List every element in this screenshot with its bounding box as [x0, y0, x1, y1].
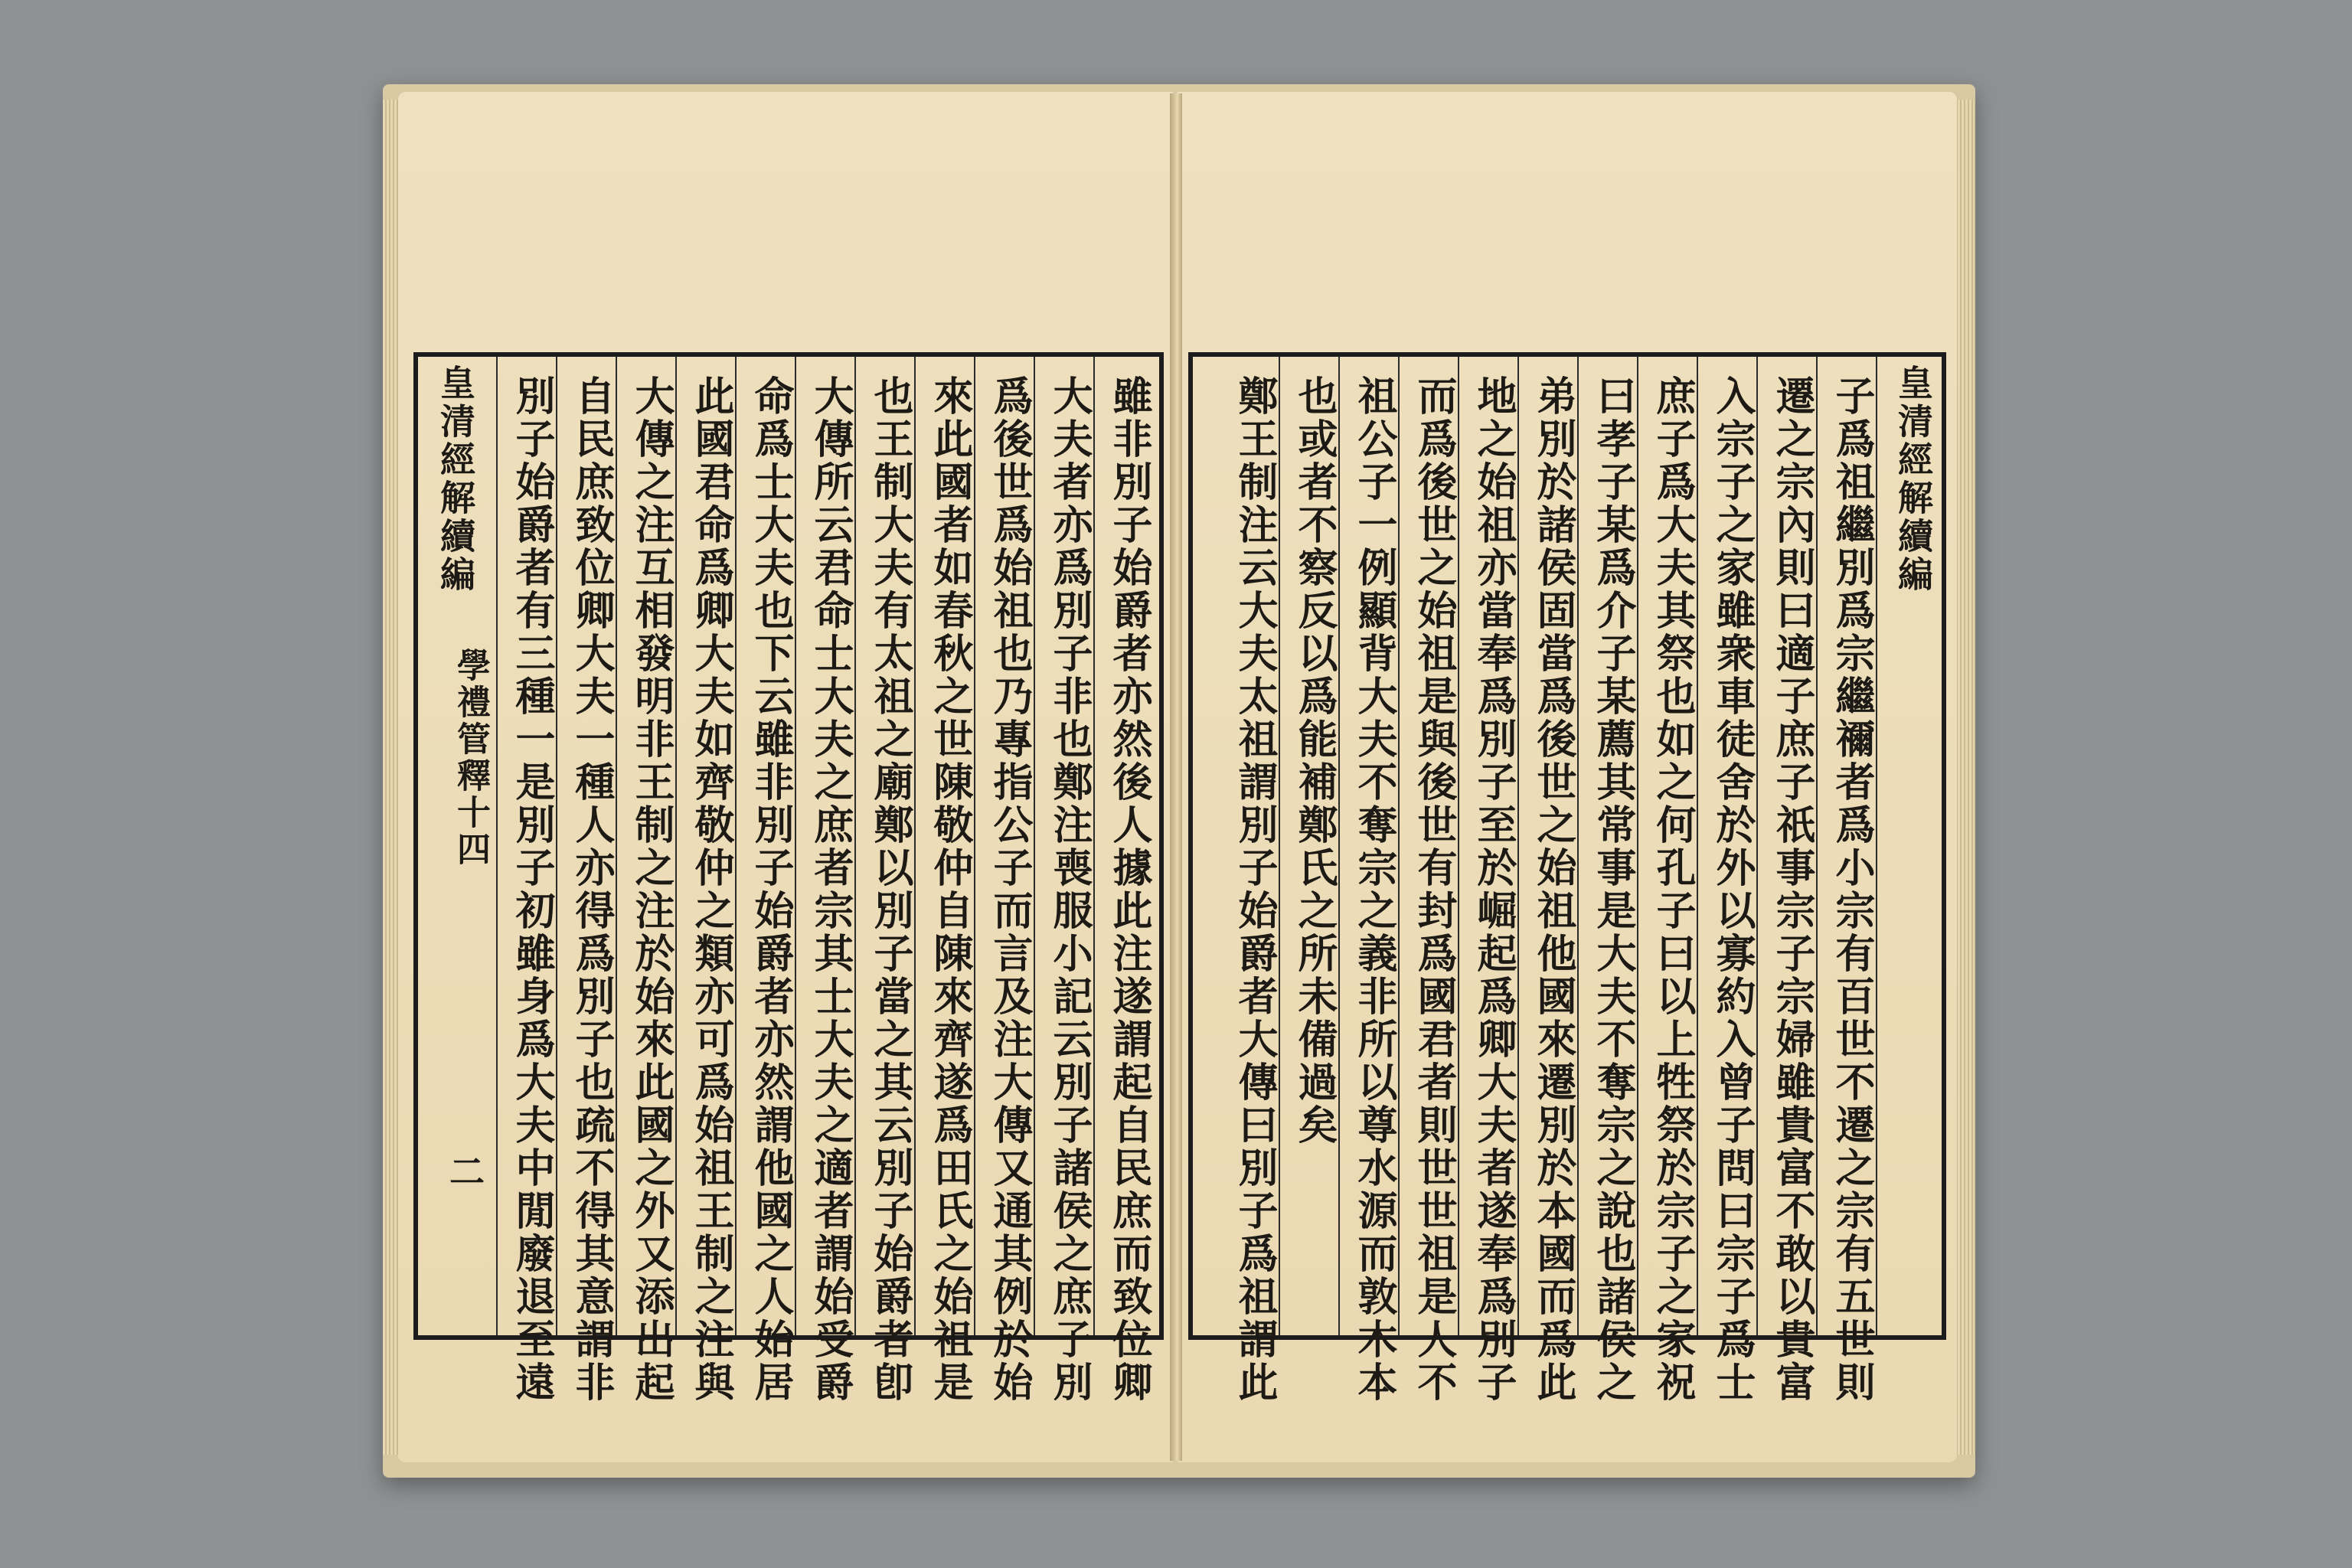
left-column-9: 大傳之注互相發明非王制之注於始來此國之外又添出起	[628, 375, 675, 1404]
right-column-6: 弟別於諸侯固當爲後世之始祖他國來遷別於本國而爲此	[1530, 375, 1576, 1404]
left-column-7: 命爲士大夫也下云雖非別子始爵者亦然謂他國之人始居	[747, 375, 794, 1404]
right-column-9: 祖公子一例顯背大夫不奪宗之義非所以尊水源而敦木本	[1351, 375, 1397, 1404]
left-column-3: 爲後世爲始祖也乃專指公子而言及注大傳又通其例於始	[986, 375, 1033, 1404]
left-column-6: 大傳所云君命士大夫之庶者宗其士大夫之適者謂始受爵	[807, 375, 854, 1404]
right-column-1: 子爲祖繼別爲宗繼禰者爲小宗有百世不遷之宗有五世則	[1828, 375, 1875, 1404]
right-column-7: 地之始祖亦當奉爲別子至於崛起爲卿大夫者遂奉爲別子	[1470, 375, 1517, 1404]
right-column-3: 入宗子之家雖衆車徒舍於外以寡約入曾子問曰宗子爲士	[1709, 375, 1756, 1404]
left-column-11: 別子始爵者有三種一是別子初雖身爲大夫中閒廢退至遠	[508, 375, 555, 1404]
left-column-4: 來此國者如春秋之世陳敬仲自陳來齊遂爲田氏之始祖是	[926, 375, 973, 1404]
right-column-5: 曰孝子某爲介子某薦其常事是大夫不奪宗之說也諸侯之	[1589, 375, 1636, 1404]
right-column-10: 也或者不察反以爲能補鄭氏之所未備過矣	[1291, 375, 1338, 1147]
book-gutter	[1170, 93, 1182, 1461]
right-column-2: 遷之宗內則曰適子庶子祇事宗子宗婦雖貴富不敢以貴富	[1769, 375, 1815, 1404]
left-page-number: 二	[444, 1153, 485, 1188]
right-banxin-title	[1879, 357, 1939, 1335]
left-section-title: 學禮管釋十四	[451, 648, 490, 868]
left-column-1: 雖非別子始爵者亦然後人據此注遂謂起自民庶而致位卿	[1106, 375, 1152, 1404]
right-column-4: 庶子爲大夫其祭也如之何孔子曰以上牲祭於宗子之家祝	[1649, 375, 1696, 1404]
right-column-11: 鄭王制注云大夫太祖謂別子始爵者大傳曰別子爲祖謂此	[1231, 375, 1278, 1404]
right-column-8: 而爲後世之始祖是與後世有封爲國君者則世世祖是人不	[1410, 375, 1457, 1404]
right-running-title: 皇清經解續編	[1893, 364, 1934, 594]
left-column-5: 也王制大夫有太祖之廟鄭以別子當之其云別子始爵者卽	[867, 375, 913, 1404]
left-text-frame	[413, 352, 1164, 1404]
left-column-10: 自民庶致位卿大夫一種人亦得爲別子也疏不得其意謂非	[568, 375, 615, 1404]
left-column-8: 此國君命爲卿大夫如齊敬仲之類亦可爲始祖王制之注與	[688, 375, 734, 1404]
right-text-frame	[1188, 352, 1946, 1404]
left-column-2: 大夫者亦爲別子非也鄭注喪服小記云別子諸侯之庶子別	[1046, 375, 1093, 1404]
left-running-title: 皇清經解續編	[435, 364, 476, 594]
